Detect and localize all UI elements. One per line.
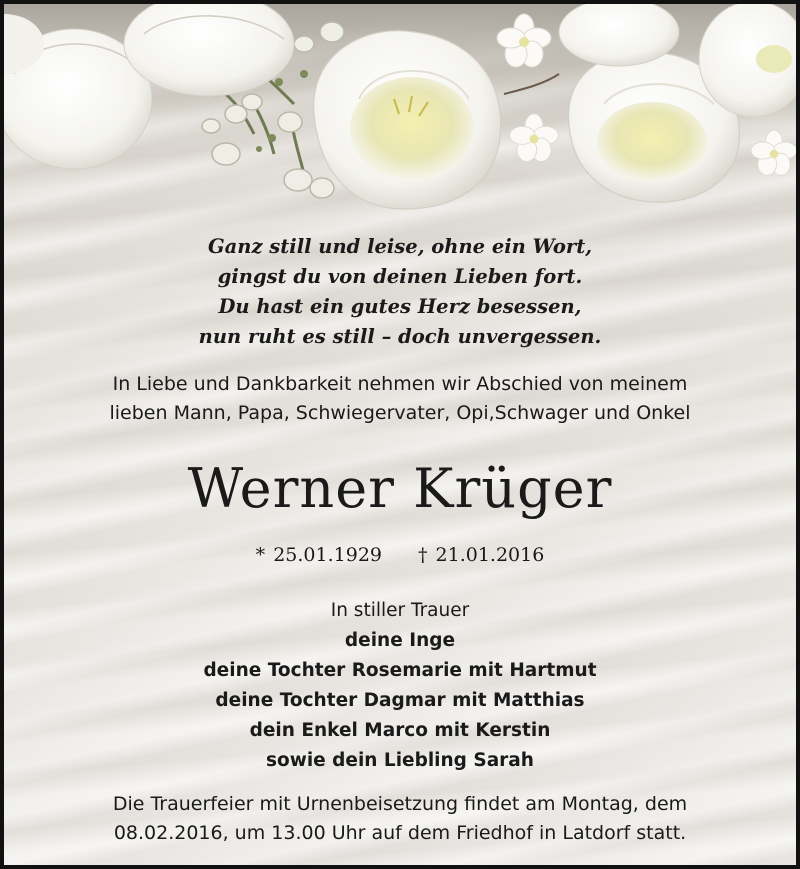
life-dates (4, 540, 796, 570)
mourning-lead: In stiller Trauer (330, 600, 470, 621)
intro-line: In Liebe und Dankbarkeit nehmen wir Abschied von meinem (112, 373, 688, 395)
mourner-entry: dein Enkel Marco mit Kerstin (249, 720, 551, 741)
poem-line: Du hast ein gutes Herz besessen, (218, 295, 582, 318)
funeral-notice-line: Die Trauerfeier mit Urnenbeisetzung findet am Montag, dem (112, 793, 688, 815)
farewell-intro (4, 370, 796, 428)
poem-line: gingst du von deinen Lieben fort. (217, 265, 583, 288)
birth-date: * 25.01.1929 (255, 544, 382, 566)
deceased-name: Werner Krüger (187, 457, 613, 520)
mourner-entry: deine Tochter Dagmar mit Matthias (215, 690, 585, 711)
poem-verse (4, 232, 796, 352)
tulip-center (314, 31, 501, 209)
mourner-entry: sowie dein Liebling Sarah (266, 750, 534, 771)
death-date: † 21.01.2016 (418, 544, 545, 566)
mourner-entry: deine Tochter Rosemarie mit Hartmut (203, 660, 597, 681)
intro-line: lieben Mann, Papa, Schwiegervater, Opi,Schwager und Onkel (109, 402, 691, 424)
funeral-notice-line: 08.02.2016, um 13.00 Uhr auf dem Friedhof in Latdorf statt. (113, 822, 687, 844)
poem-line: Ganz still und leise, ohne ein Wort, (207, 235, 592, 258)
poem-line: nun ruht es still – doch unvergessen. (198, 325, 602, 348)
mourner-entry: deine Inge (344, 630, 456, 651)
funeral-notice (4, 790, 796, 848)
mourners-list (4, 596, 796, 776)
tulip-bouquet-image (4, 4, 796, 224)
